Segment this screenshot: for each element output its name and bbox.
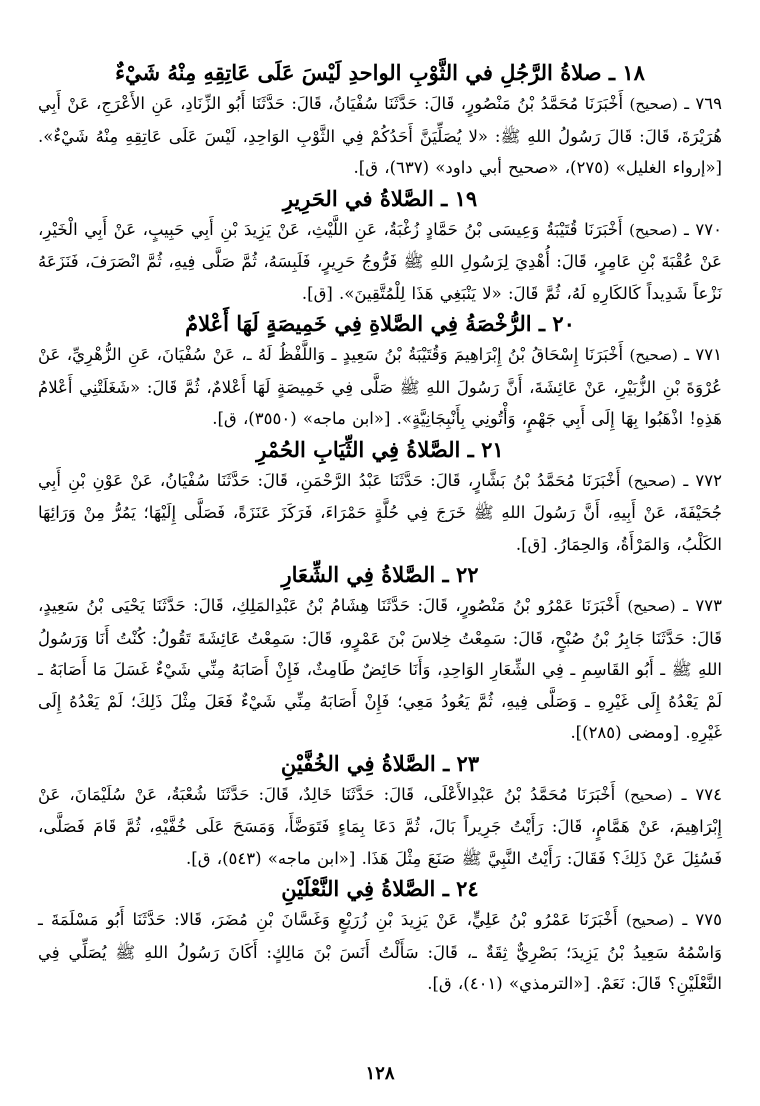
hadith-paragraph: [38, 590, 722, 749]
hadith-paragraph: [38, 779, 722, 875]
hadith-text: أَخْبَرَنَا مُحَمَّدُ بْنُ بَشَّارٍ، قَالَ: حَدَّثَنَا عَبْدُ الرَّحْمَنِ، قَالَ: حَدَّثَنَا سُفْيَانُ، عَنْ عَوْنِ بْنِ أَبِي جُحَيْفَةَ، عَنْ أَبِيهِ، أَنَّ رَسُولَ اللهِ ﷺ خَرَجَ فِي حُلَّةٍ حَمْرَاءَ، فَرَكَزَ عَنَزَةً، فَصَلَّى إِلَيْهَا؛ يَمُرُّ مِنْ وَرَائِهَا الكَلْبُ، وَالمَرْأَةُ، وَالحِمَارُ. [ق].: [38, 470, 722, 554]
hadith-number: ٧٧٤ ـ: [681, 784, 722, 804]
chapter-heading: ٢١ ـ الصَّلاةُ فِي الثِّيَابِ الحُمْرِ: [256, 436, 504, 462]
hadith-grade: (صحيح): [629, 95, 678, 113]
hadith-number: ٧٧٥ ـ: [682, 910, 722, 929]
hadith-paragraph: [38, 465, 722, 561]
hadith-grade: (صحيح): [629, 220, 678, 239]
chapter-heading: ٢٣ ـ الصَّلاةُ فِي الخُفَّيْنِ: [280, 750, 480, 776]
hadith-text: أَخْبَرَنَا قُتَيْبَةُ وَعِيسَى بْنُ حَمَّادٍ زُغْبَةُ، عَنِ اللَّيْثِ، عَنْ يَزِيدَ بْنِ أَبِي حَبِيبٍ، عَنْ أَبِي الْخَيْرِ، عَنْ عُقْبَةَ بْنِ عَامِرٍ، قَالَ: أُهْدِيَ لِرَسُولِ اللهِ ﷺ فَرُّوجُ حَرِيرٍ، فَلَبِسَهُ، ثُمَّ صَلَّى فِيهِ، ثُمَّ انْصَرَفَ، فَنَزَعَهُ نَزْعاً شَدِيداً كَالكَارِهِ لَهُ، ثُمَّ قَالَ: «لا يَنْبَغِي هَذَا لِلْمُتَّقِينَ». [ق].: [38, 219, 722, 303]
chapter-heading: ١٩ ـ الصَّلاةُ في الحَرِيرِ: [282, 185, 478, 211]
hadith-grade: (صحيح): [627, 471, 677, 490]
hadith-number: ٧٧٣ ـ: [683, 596, 723, 615]
hadith-number: ٧٧٠ ـ: [684, 219, 722, 239]
hadith-text: أَخْبَرَنَا مُحَمَّدُ بْنُ عَبْدِالأَعْلَى، قَالَ: حَدَّثَنَا خَالِدٌ، قَالَ: حَدَّثَنَا شُعْبَةُ، عَنْ سُلَيْمَانَ، عَنْ إِبْرَاهِيمَ، عَنْ هَمَّامٍ، قَالَ: رَأَيْتُ جَرِيراً بَالَ، ثُمَّ دَعَا بِمَاءٍ فَتَوَضَّأَ، وَمَسَحَ عَلَى خُفَّيْهِ، ثُمَّ قَامَ فَصَلَّى، فَسُئِلَ عَنْ ذَلِكَ؟ فَقَالَ: رَأَيْتُ النَّبِيَّ ﷺ صَنَعَ مِثْلَ هَذَا. [«ابن ماجه» (٥٤٣)، ق].: [38, 784, 722, 868]
hadith-grade: (صحيح): [627, 597, 676, 615]
hadith-text: أَخْبَرَنَا عَمْرُو بْنُ عَلِيٍّ، عَنْ يَزِيدَ بْنِ زُرَيْعٍ وَغَسَّانَ بْنِ مُضَرَ، قَالا: حَدَّثَنَا أَبُو مَسْلَمَةَ ـ وَاسْمُهُ سَعِيدُ بْنُ يَزِيدَ؛ بَصْرِيٌّ ثِقَةٌ ـ، قَالَ: سَأَلْتُ أَنَسَ بْنَ مَالِكٍ: أَكَانَ رَسُولُ اللهِ ﷺ يُصَلِّي فِي النَّعْلَيْنِ؟ قَالَ: نَعَمْ. [«الترمذي» (٤٠١)، ق].: [38, 910, 722, 993]
hadith-number: ٧٦٩ ـ: [684, 94, 722, 113]
hadith-text: أَخْبَرَنَا عَمْرُو بْنُ مَنْصُورٍ، قَالَ: حَدَّثَنَا هِشَامُ بْنُ عَبْدِالمَلِكِ، قَالَ: حَدَّثَنَا يَحْيَى بْنُ سَعِيدٍ، قَالَ: حَدَّثَنَا جَابِرُ بْنُ صُبْحٍ، قَالَ: سَمِعْتُ خِلاسَ بْنَ عَمْرٍو، قَالَ: سَمِعْتُ عَائِشَةَ تَقُولُ: كُنْتُ أَنَا وَرَسُولُ اللهِ ﷺ ـ أَبُو القَاسِمِ ـ فِي الشِّعَارِ الوَاحِدِ، وَأَنَا حَائِضٌ طَامِثٌ، فَإِنْ أَصَابَهُ مِنِّي شَيْءٌ غَسَلَ مَا أَصَابَهُ ـ لَمْ يَعْدُهُ إِلَى غَيْرِهِ ـ وَصَلَّى فِيهِ، ثُمَّ يَعُودُ مَعِي؛ فَإِنْ أَصَابَهُ مِنِّي شَيْءٌ فَعَلَ مِثْلَ ذَلِكَ؛ لَمْ يَعْدُهُ إِلَى غَيْرِهِ. [ومضى (٢٨٥)].: [38, 596, 722, 742]
chapter-heading: ١٨ ـ صلاةُ الرَّجُلِ في الثَّوْبِ الواحدِ لَيْسَ عَلَى عَاتِقِهِ مِنْهُ شَيْءٌ: [115, 60, 645, 85]
page-number: ١٢٨: [365, 1063, 395, 1084]
chapter-heading: ٢٤ ـ الصَّلاةُ فِي النَّعْلَيْنِ: [281, 876, 479, 901]
hadith-paragraph: [38, 339, 722, 435]
hadith-paragraph: [38, 88, 722, 184]
chapter-heading: ٢٢ ـ الصَّلاةُ فِي الشِّعَارِ: [281, 562, 479, 587]
hadith-paragraph: [38, 214, 722, 310]
hadith-grade: (صحيح): [624, 785, 673, 804]
hadith-text: أَخْبَرَنَا مُحَمَّدُ بْنُ مَنْصُورٍ، قَالَ: حَدَّثَنَا سُفْيَانُ، قَالَ: حَدَّثَنَا أَبُو الزِّنَادِ، عَنِ الأَعْرَجِ، عَنْ أَبِي هُرَيْرَةَ، قَالَ: قَالَ رَسُولُ اللهِ ﷺ: «لا يُصَلِّيَنَّ أَحَدُكُمْ فِي الثَّوْبِ الوَاحِدِ، لَيْسَ عَلَى عَاتِقِهِ مِنْهُ شَيْءٌ». [«إرواء الغليل» (٢٧٥)، «صحيح أبي داود» (٦٣٧)، ق].: [38, 94, 722, 177]
hadith-grade: (صحيح): [625, 911, 675, 929]
hadith-number: ٧٧٢ ـ: [683, 470, 722, 490]
chapter-heading: ٢٠ ـ الرُّخْصَةُ فِي الصَّلاةِ فِي خَمِيصَةٍ لَهَا أَعْلامٌ: [185, 311, 575, 336]
hadith-paragraph: [38, 904, 722, 1000]
hadith-grade: (صحيح): [629, 346, 678, 364]
hadith-text: أَخْبَرَنَا إِسْحَاقُ بْنُ إِبْرَاهِيمَ وَقُتَيْبَةُ بْنُ سَعِيدٍ ـ وَاللَّفْظُ لَهُ ـ، عَنْ سُفْيَانَ، عَنِ الزُّهْرِيِّ، عَنْ عُرْوَةَ بْنِ الزُّبَيْرِ، عَنْ عَائِشَةَ، أَنَّ رَسُولَ اللهِ ﷺ صَلَّى فِي خَمِيصَةٍ لَهَا أَعْلامٌ، ثُمَّ قَالَ: «شَغَلَتْنِي أَعْلامُ هَذِهِ! اذْهَبُوا بِهَا إِلَى أَبِي جَهْمٍ، وَأْتُونِي بِأَنْبِجَانِيَّةٍ». [«ابن ماجه» (٣٥٥٠)، ق].: [38, 345, 722, 428]
hadith-number: ٧٧١ ـ: [684, 345, 722, 364]
